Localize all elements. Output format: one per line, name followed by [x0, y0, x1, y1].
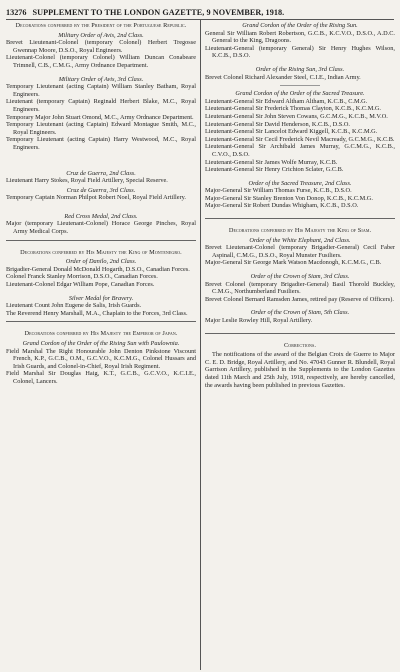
right-column — [205, 22, 395, 389]
order-title: Silver Medal for Bravery. — [68, 294, 134, 302]
left-column — [6, 22, 196, 386]
section-rule — [205, 218, 395, 219]
order-title: Order of the White Elephant, 2nd Class. — [249, 236, 351, 244]
corrections-section — [205, 342, 395, 390]
award-entry: Temporary Major John Stuart Omond, M.C., Army Ordnance Department. — [6, 113, 194, 121]
award-entry: Lieutenant-General (temporary General) Sir Henry Hughes Wilson, K.C.B., D.S.O. — [205, 44, 395, 60]
award-entry: Lieutenant-General Sir Frederick Thomas Clayton, K.C.B., K.C.M.G. — [205, 105, 381, 113]
corrections-text: The notifications of the award of the Belgian Croix de Guerre to Major C. E. D. Bridge, Royal Artillery, and No. 47043 Gunner R. Blundell, Royal Garrison Artillery, published in the Supplements to the London Gazettes dated 11th March and 25th July, 1918, respectively, are hereby cancelled, the awards having been published in previous Gazettes. — [205, 351, 395, 389]
japan-section — [6, 330, 196, 385]
award-entry: Major-General Sir William Thomas Furse, K.C.B., D.S.O. — [205, 187, 352, 195]
column-divider — [200, 20, 201, 670]
section-rule — [6, 240, 196, 241]
award-entry: Brevet Lieutenant-Colonel (temporary Colonel) Herbert Tregosse Gwennap Moore, D.S.O., Royal Engineers. — [6, 39, 196, 54]
order-title: Military Order of Avis, 3rd Class. — [58, 75, 144, 83]
section-rule — [205, 333, 395, 334]
order-title: Grand Cordon of the Order of the Sacred Treasure. — [235, 90, 365, 98]
order-title: Order of the Sacred Treasure, 2nd Class. — [248, 179, 352, 187]
section-heading: Decorations conferred by the President of the Portuguese Republic. — [15, 22, 187, 29]
section-heading: Decorations conferred by His Majesty the King of Siam. — [228, 227, 372, 235]
award-entry: Brevet Colonel (temporary Brigadier-General) Basil Thorold Buckley, C.M.G., Northumberland Fusiliers. — [205, 280, 395, 296]
order-title: Grand Cordon of the Order of the Rising Sun with Paulownia. — [22, 340, 180, 347]
award-entry: Major-General Sir Robert Dundas Whigham, K.C.B., D.S.O. — [205, 202, 359, 210]
montenegro-section — [6, 249, 196, 318]
award-entry: Brevet Colonel Richard Alexander Steel, C.I.E., Indian Army. — [205, 73, 361, 81]
page-header — [6, 7, 394, 20]
portugal-section — [6, 22, 196, 236]
award-entry: Temporary Lieutenant (acting Captain) Harry Westwood, M.C., Royal Engineers. — [6, 136, 196, 151]
corrections-heading: Corrections. — [283, 341, 317, 349]
award-entry: Brigadier-General Donald McDonald Hogarth, D.S.O., Canadian Forces. — [6, 265, 190, 273]
award-entry: Field Marshal Sir Douglas Haig, K.T., G.C.B., G.C.V.O., K.C.I.E., Colonel, Lancers. — [6, 370, 196, 385]
order-title: Cruz de Guerra, 2nd Class. — [66, 169, 136, 177]
order-title: Grand Cordon of the Order of the Rising Sun. — [242, 22, 358, 29]
order-title: Red Cross Medal, 2nd Class. — [64, 212, 138, 220]
award-entry: Major Leslie Rowley Hill, Royal Artillery. — [205, 317, 313, 324]
award-entry: Major-General Sir George Mark Watson Macdonogh, K.C.M.G., C.B. — [205, 259, 382, 267]
award-entry: Lieutenant-General Sir John Steven Cowans, G.C.M.G., K.C.B., M.V.O. — [205, 112, 388, 120]
award-entry: Lieutenant-General Sir Lancelot Edward Kiggell, K.C.B., K.C.M.G. — [205, 128, 378, 136]
order-title: Order of the Crown of Siam, 5th Class. — [250, 309, 350, 317]
order-title: Order of the Crown of Siam, 3rd Class. — [250, 273, 350, 281]
award-entry: Lieutenant-Colonel Edgar William Pope, Canadian Forces. — [6, 281, 155, 289]
award-entry: Lieutenant-General Sir James Wolfe Murray, K.C.B. — [205, 158, 338, 166]
order-title: Cruz de Guerra, 3rd Class. — [66, 186, 136, 194]
award-entry: The Reverend Henry Marshall, M.A., Chaplain to the Forces, 3rd Class. — [6, 309, 188, 317]
award-entry: Major (temporary Lieutenant-Colonel) Horace George Pinches, Royal Army Medical Corps. — [6, 220, 196, 236]
section-heading: Decorations conferred by His Majesty the Emperor of Japan. — [24, 330, 178, 338]
rising-sun-continued — [205, 22, 395, 81]
award-entry: Lieutenant-General Sir Henry Crichton Sclater, G.C.B. — [205, 166, 344, 174]
award-entry: Temporary Lieutenant (acting Captain) William Stanley Batham, Royal Engineers. — [6, 83, 196, 98]
award-entry: Colonel Franck Stanley Morrison, D.S.O., Canadian Forces. — [6, 273, 158, 281]
award-entry: Major-General Sir Stanley Brenton Von Donop, K.C.B., K.C.M.G. — [205, 194, 373, 202]
award-entry: Lieutenant-General Sir Cecil Frederick Nevil Macready, G.C.M.G., K.C.B. — [205, 135, 395, 143]
award-entry: Lieutenant-General Sir Edward Altham Altham, K.C.B., C.M.G. — [205, 97, 368, 105]
award-entry: Brevet Colonel Bernard Ramsden James, retired pay (Reserve of Officers). — [205, 295, 394, 303]
award-entry: Temporary Captain Norman Philpot Robert Noel, Royal Field Artillery. — [6, 194, 186, 202]
award-entry: General Sir William Robert Robertson, G.C.B., K.C.V.O., D.S.O., A.D.C. General to the King, Dragoons. — [205, 29, 395, 45]
award-entry: Lieutenant (temporary Captain) Reginald Herbert Blake, M.C., Royal Engineers. — [6, 98, 196, 113]
award-entry: Brevet Lieutenant-Colonel (temporary Brigadier-General) Cecil Faber Aspinall, C.M.G., D.S.O., Royal Munster Fusiliers. — [205, 244, 395, 259]
award-entry: Field Marshal The Right Honourable John Denton Pinkstone Viscount French, K.P., G.C.B., O.M., G.C.V.O., K.C.M.G., Colonel Hussars and Irish Guards, and Colonel-in-Chief, Royal Irish Regiment. — [6, 347, 196, 370]
award-entry: Lieutenant-General Sir David Henderson, K.C.B., D.S.O. — [205, 120, 350, 128]
order-title: Order of Danilo, 2nd Class. — [65, 258, 137, 266]
award-entry: Lieutenant Harry Stokes, Royal Field Artillery, Special Reserve. — [6, 177, 168, 185]
award-entry: Lieutenant Count John Eugene de Salis, Irish Guards. — [6, 302, 142, 310]
award-entry: Lieutenant-Colonel (temporary Colonel) William Duncan Conabeare Trimnell, C.B., C.M.G., Army Ordnance Department. — [6, 54, 196, 69]
page-title: SUPPLEMENT TO THE LONDON GAZETTE, 9 NOVEMBER, 1918. — [32, 8, 285, 17]
section-rule — [280, 85, 320, 86]
order-title: Military Order of Avis, 2nd Class. — [58, 31, 144, 39]
section-rule — [6, 321, 196, 322]
page-number: 13276 — [6, 8, 27, 17]
sacred-treasure-section — [205, 90, 395, 210]
award-entry: Temporary Lieutenant (acting Captain) Edward Montague Smith, M.C., Royal Engineers. — [6, 121, 196, 136]
award-entry: Lieutenant-General Sir Archibald James Murray, G.C.M.G., K.C.B., C.V.O., D.S.O. — [205, 143, 395, 158]
siam-section — [205, 227, 395, 325]
order-title: Order of the Rising Sun, 3rd Class. — [255, 65, 345, 73]
section-heading: Decorations conferred by His Majesty the King of Montenegro. — [20, 248, 182, 256]
